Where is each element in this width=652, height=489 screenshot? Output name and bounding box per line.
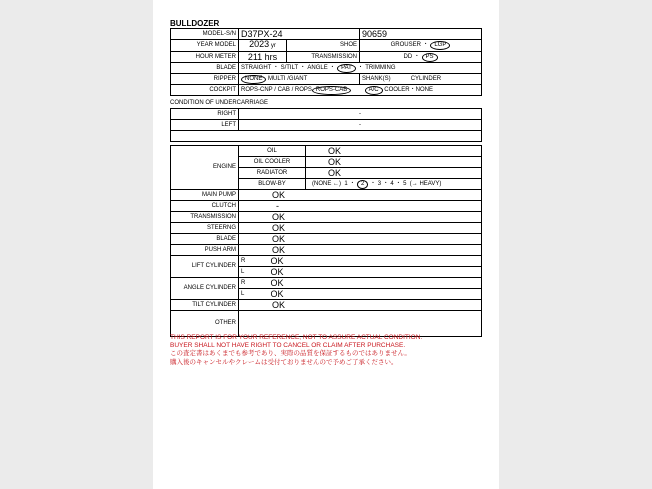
blowby-scale: (NONE ←) 1 ・ 2 ・ 3 ・ 4 ・ 5 (→ HEAVY) xyxy=(306,179,482,190)
left-label: LEFT xyxy=(171,120,239,131)
blade-option-straight: STRAIGHT xyxy=(241,64,272,71)
lift-cylinder-label: LIFT CYLINDER xyxy=(171,256,239,278)
disclaimer xyxy=(170,334,422,367)
blade-cond-row xyxy=(171,234,482,245)
oil-cooler-label: OIL COOLER xyxy=(239,157,306,168)
blade-label: BLADE xyxy=(171,63,239,74)
spec-table xyxy=(170,28,482,96)
main-pump-label: MAIN PUMP xyxy=(171,190,239,201)
blade-option-trimming: TRIMMING xyxy=(365,64,396,71)
angle-l-label: L xyxy=(239,289,249,300)
push-arm-value: OK xyxy=(239,245,482,256)
other-label: OTHER xyxy=(171,311,239,337)
oil-cooler-value: OK xyxy=(306,157,482,168)
transmission-option-ps: PS xyxy=(422,53,438,62)
transmission-option-dd: DD xyxy=(403,53,413,60)
serial-value: 90659 xyxy=(360,29,482,40)
transmission-label: TRANSMISSION xyxy=(287,52,360,63)
undercarriage-left-row xyxy=(171,120,482,131)
blade-option-pat: PAT xyxy=(337,64,356,73)
main-pump-value: OK xyxy=(239,190,482,201)
cockpit-option-rops-cab: ROPS-CAB xyxy=(312,86,351,95)
push-arm-label: PUSH ARM xyxy=(171,245,239,256)
blowby-5: 5 xyxy=(403,180,407,187)
cockpit-options xyxy=(239,85,482,96)
main-pump-row xyxy=(171,190,482,201)
cockpit-option-cooler-none: COOLER・NONE xyxy=(384,86,433,93)
clutch-label: CLUTCH xyxy=(171,201,239,212)
year-unit: yr xyxy=(270,43,276,49)
blade-option-stilt: S/TILT xyxy=(280,64,299,71)
condition-table xyxy=(170,145,482,337)
shoe-option-lgp: LGP xyxy=(430,41,450,50)
shoe-options: GROUSER ・ LGP xyxy=(360,40,482,52)
ripper-option-cylinder: CYLINDER xyxy=(410,75,442,82)
engine-label: ENGINE xyxy=(171,146,239,190)
lift-cylinder-r-row xyxy=(171,256,482,267)
document-title: BULLDOZER xyxy=(170,19,220,28)
blowby-4: 4 xyxy=(390,180,394,187)
disclaimer-line-4: 購入後のキャンセルやクレームは受付ておりませんので予めご了承ください。 xyxy=(170,358,398,366)
undercarriage-table xyxy=(170,108,482,142)
ripper-label: RIPPER xyxy=(171,74,239,85)
tilt-cylinder-row xyxy=(171,300,482,311)
tilt-cylinder-value: OK xyxy=(239,300,482,311)
steering-value: OK xyxy=(239,223,482,234)
cockpit-option-rops: ROPS-CNP / CAB / ROPS xyxy=(241,86,312,93)
lift-l-label: L xyxy=(239,267,249,278)
right-label: RIGHT xyxy=(171,109,239,120)
angle-cylinder-r-row xyxy=(171,278,482,289)
angle-l-value: OK xyxy=(249,289,306,300)
ripper-options xyxy=(239,74,360,85)
cockpit-option-ac: A/C xyxy=(365,86,383,95)
angle-r-label: R xyxy=(239,278,249,289)
blowby-none: (NONE ←) xyxy=(312,180,342,187)
blade-row xyxy=(171,63,482,74)
angle-r-value: OK xyxy=(249,278,306,289)
oil-label: OIL xyxy=(239,146,306,157)
hour-row xyxy=(171,52,482,63)
ripper-row xyxy=(171,74,482,85)
year-label: YEAR MODEL xyxy=(171,40,239,52)
steering-row xyxy=(171,223,482,234)
disclaimer-line-1: THIS REPORT IS FOR YOUR REFERENCE, NOT TO ASSURE ACTUAL CONDITION. xyxy=(170,334,423,341)
blowby-3: 3 xyxy=(377,180,382,187)
undercarriage-spacer-row xyxy=(171,131,482,142)
report-page xyxy=(153,0,499,489)
tilt-cylinder-label: TILT CYLINDER xyxy=(171,300,239,311)
transmission-cond-label: TRANSMISSION xyxy=(171,212,239,223)
model-value: D37PX-24 xyxy=(239,29,360,40)
blowby-2: 2 xyxy=(357,180,368,189)
lift-l-value: OK xyxy=(249,267,306,278)
hour-value: 211 hrs xyxy=(239,52,287,63)
other-value xyxy=(239,311,482,337)
blade-cond-label: BLADE xyxy=(171,234,239,245)
undercarriage-section-title: CONDITION OF UNDERCARRIAGE xyxy=(170,100,269,106)
lift-r-value: OK xyxy=(249,256,306,267)
cockpit-row xyxy=(171,85,482,96)
ripper-option-none: NONE xyxy=(241,75,266,84)
ripper-option-multi: MULTI xyxy=(268,75,286,82)
shoe-label: SHOE xyxy=(287,40,360,52)
undercarriage-right-row xyxy=(171,109,482,120)
clutch-value: - xyxy=(239,201,482,212)
blowby-label: BLOW-BY xyxy=(239,179,306,190)
radiator-label: RADIATOR xyxy=(239,168,306,179)
lift-r-label: R xyxy=(239,256,249,267)
engine-oil-row xyxy=(171,146,482,157)
cockpit-label: COCKPIT xyxy=(171,85,239,96)
oil-value: OK xyxy=(306,146,482,157)
right-value: - xyxy=(239,109,482,120)
transmission-cond-value: OK xyxy=(239,212,482,223)
ripper-option-giant: /GIANT xyxy=(287,75,308,82)
ripper-options-2 xyxy=(360,74,482,85)
year-value: 2023 xyxy=(249,39,270,49)
blade-option-angle: ANGLE xyxy=(307,64,328,71)
other-row xyxy=(171,311,482,337)
blade-options: STRAIGHT ・ S/TILT ・ ANGLE ・ PAT ・ TRIMMING xyxy=(239,63,482,74)
transmission-cond-row xyxy=(171,212,482,223)
blowby-1: 1 xyxy=(344,180,348,187)
blowby-heavy: (→ HEAVY) xyxy=(409,180,442,187)
blade-cond-value: OK xyxy=(239,234,482,245)
angle-cylinder-label: ANGLE CYLINDER xyxy=(171,278,239,300)
year-row xyxy=(171,40,482,52)
model-row xyxy=(171,29,482,40)
disclaimer-line-3: この査定書はあくまでも参考であり、実際の品質を保証するものではありません。 xyxy=(170,350,411,358)
steering-label: STEERNG xyxy=(171,223,239,234)
radiator-value: OK xyxy=(306,168,482,179)
clutch-row xyxy=(171,201,482,212)
hour-label: HOUR METER xyxy=(171,52,239,63)
left-value: - xyxy=(239,120,482,131)
transmission-options: DD ・ PS xyxy=(360,52,482,63)
model-label: MODEL-S/N xyxy=(171,29,239,40)
ripper-option-shanks: SHANK(S) xyxy=(362,75,391,82)
push-arm-row xyxy=(171,245,482,256)
disclaimer-line-2: BUYER SHALL NOT HAVE RIGHT TO CANCEL OR CLAIM AFTER PURCHASE. xyxy=(170,342,406,350)
shoe-option-grouser: GROUSER xyxy=(390,42,421,48)
